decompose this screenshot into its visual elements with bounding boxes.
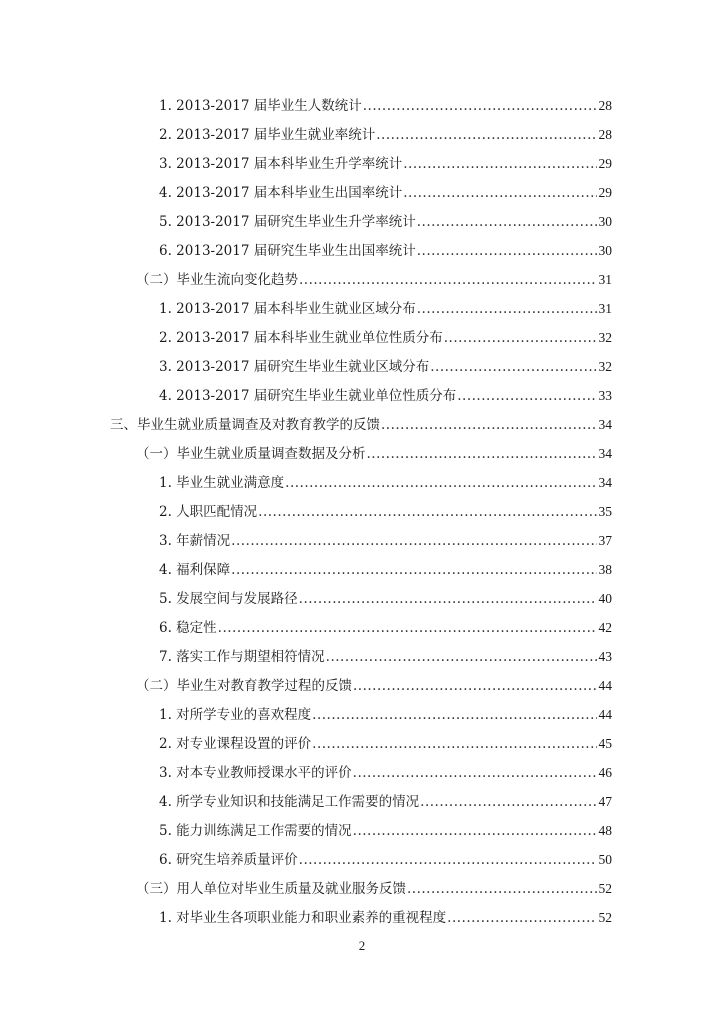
toc-page-number: 45 (598, 736, 612, 751)
page-number: 2 (358, 938, 366, 953)
toc-entry-label: 2. 2013-2017 届毕业生就业率统计 (159, 127, 376, 143)
dot-leader (447, 908, 596, 928)
toc-entry[interactable] (159, 821, 612, 841)
toc-page-number: 47 (598, 794, 612, 809)
toc-page-number: 28 (598, 98, 612, 113)
toc-entry[interactable] (136, 270, 612, 290)
toc-entry[interactable] (159, 705, 612, 725)
toc-page-number: 50 (598, 852, 612, 867)
toc-page-number: 30 (598, 243, 612, 258)
dot-leader (381, 415, 597, 435)
toc-entry-label: （三）用人单位对毕业生质量及就业服务反馈 (136, 881, 406, 897)
toc-entry[interactable] (159, 386, 612, 406)
dot-leader (353, 821, 597, 841)
dot-leader (367, 444, 597, 464)
toc-page-number: 32 (598, 330, 612, 345)
dot-leader (457, 386, 596, 406)
toc-entry[interactable] (159, 908, 612, 928)
toc-page-number: 48 (598, 823, 612, 838)
toc-entry-label: 3. 对本专业教师授课水平的评价 (159, 765, 352, 781)
toc-entry[interactable] (159, 241, 612, 261)
dot-leader (403, 154, 596, 174)
toc-entry[interactable] (159, 618, 612, 638)
toc-page-number: 44 (598, 707, 612, 722)
toc-entry[interactable] (159, 473, 612, 493)
toc-page-number: 38 (598, 562, 612, 577)
toc-page-number: 43 (598, 649, 612, 664)
toc-page-number: 29 (598, 156, 612, 171)
toc-page-number: 52 (598, 881, 612, 896)
toc-entry[interactable] (159, 154, 612, 174)
toc-entry[interactable] (136, 444, 612, 464)
toc-entry[interactable] (159, 850, 612, 870)
toc-page-number: 31 (598, 301, 612, 316)
dot-leader (417, 212, 597, 232)
toc-entry[interactable] (159, 734, 612, 754)
toc-entry-label: 6. 稳定性 (159, 620, 217, 636)
dot-leader (231, 560, 596, 580)
toc-page-number: 28 (598, 127, 612, 142)
toc-entry[interactable] (159, 560, 612, 580)
toc-page-number: 44 (598, 678, 612, 693)
toc-entry-label: 4. 2013-2017 届研究生毕业生就业单位性质分布 (159, 388, 457, 404)
toc-page-number: 31 (598, 272, 612, 287)
dot-leader (312, 734, 596, 754)
toc-entry[interactable] (159, 502, 612, 522)
toc-entry-label: （二）毕业生流向变化趋势 (136, 272, 298, 288)
dot-leader (363, 96, 597, 116)
toc-entry-label: 4. 所学专业知识和技能满足工作需要的情况 (159, 794, 420, 810)
toc-entry-label: 2. 对专业课程设置的评价 (159, 736, 312, 752)
toc-entry[interactable] (159, 647, 612, 667)
toc-entry-label: 6. 2013-2017 届研究生毕业生出国率统计 (159, 243, 416, 259)
toc-page-number: 34 (598, 446, 612, 461)
toc-page-number: 46 (598, 765, 612, 780)
dot-leader (444, 328, 597, 348)
toc-entry[interactable] (159, 212, 612, 232)
toc-entry[interactable] (136, 676, 612, 696)
toc-entry-label: 5. 2013-2017 届研究生毕业生升学率统计 (159, 214, 416, 230)
toc-entry[interactable] (159, 299, 612, 319)
toc-entry[interactable] (159, 328, 612, 348)
dot-leader (353, 763, 597, 783)
toc-entry-label: 3. 2013-2017 届本科毕业生升学率统计 (159, 156, 403, 172)
toc-page-number: 35 (598, 504, 612, 519)
toc-page-number: 33 (598, 388, 612, 403)
toc-entry-label: 3. 2013-2017 届研究生毕业生就业区域分布 (159, 359, 430, 375)
dot-leader (312, 705, 596, 725)
toc-entry-label: 4. 2013-2017 届本科毕业生出国率统计 (159, 185, 403, 201)
toc-entry-label: 6. 研究生培养质量评价 (159, 852, 298, 868)
toc-entry-label: 7. 落实工作与期望相符情况 (159, 649, 325, 665)
dot-leader (258, 502, 596, 522)
toc-entry[interactable] (159, 357, 612, 377)
dot-leader (218, 618, 597, 638)
toc-page-number: 37 (598, 533, 612, 548)
dot-leader (376, 125, 596, 145)
dot-leader (326, 647, 597, 667)
toc-page-number: 34 (598, 475, 612, 490)
toc-entry-label: 1. 毕业生就业满意度 (159, 475, 285, 491)
dot-leader (285, 473, 596, 493)
toc-entry-label: 3. 年薪情况 (159, 533, 231, 549)
dot-leader (403, 183, 596, 203)
toc-entry-label: 4. 福利保障 (159, 562, 231, 578)
toc-entry-label: 1. 对毕业生各项职业能力和职业素养的重视程度 (159, 910, 447, 926)
toc-entry[interactable] (110, 415, 612, 435)
toc-entry-label: 1. 对所学专业的喜欢程度 (159, 707, 312, 723)
toc-entry-label: 2. 人职匹配情况 (159, 504, 258, 520)
toc-page-number: 29 (598, 185, 612, 200)
dot-leader (407, 879, 597, 899)
dot-leader (430, 357, 596, 377)
dot-leader (417, 299, 597, 319)
dot-leader (299, 270, 597, 290)
toc-entry[interactable] (159, 125, 612, 145)
toc-entry-label: 5. 发展空间与发展路径 (159, 591, 298, 607)
toc-entry[interactable] (159, 96, 612, 116)
toc-page-number: 52 (598, 910, 612, 925)
toc-page-number: 34 (598, 417, 612, 432)
toc-page-number: 30 (598, 214, 612, 229)
toc-page-number: 42 (598, 620, 612, 635)
toc-page-number: 40 (598, 591, 612, 606)
toc-entry-label: 5. 能力训练满足工作需要的情况 (159, 823, 352, 839)
toc-entry-label: 2. 2013-2017 届本科毕业生就业单位性质分布 (159, 330, 443, 346)
dot-leader (420, 792, 596, 812)
dot-leader (353, 676, 597, 696)
toc-entry[interactable] (159, 792, 612, 812)
toc-entry[interactable] (159, 531, 612, 551)
dot-leader (231, 531, 596, 551)
toc-entry-label: 1. 2013-2017 届毕业生人数统计 (159, 98, 362, 114)
toc-entry-label: 三、毕业生就业质量调查及对教育教学的反馈 (110, 417, 380, 433)
toc-entry-label: （二）毕业生对教育教学过程的反馈 (136, 678, 352, 694)
dot-leader (299, 589, 597, 609)
dot-leader (417, 241, 597, 261)
toc-entry-label: （一）毕业生就业质量调查数据及分析 (136, 446, 366, 462)
dot-leader (299, 850, 597, 870)
toc-page-number: 32 (598, 359, 612, 374)
toc-entry[interactable] (159, 763, 612, 783)
toc-entry-label: 1. 2013-2017 届本科毕业生就业区域分布 (159, 301, 416, 317)
toc-entry[interactable] (159, 183, 612, 203)
toc-entry[interactable] (159, 589, 612, 609)
toc-entry[interactable] (136, 879, 612, 899)
